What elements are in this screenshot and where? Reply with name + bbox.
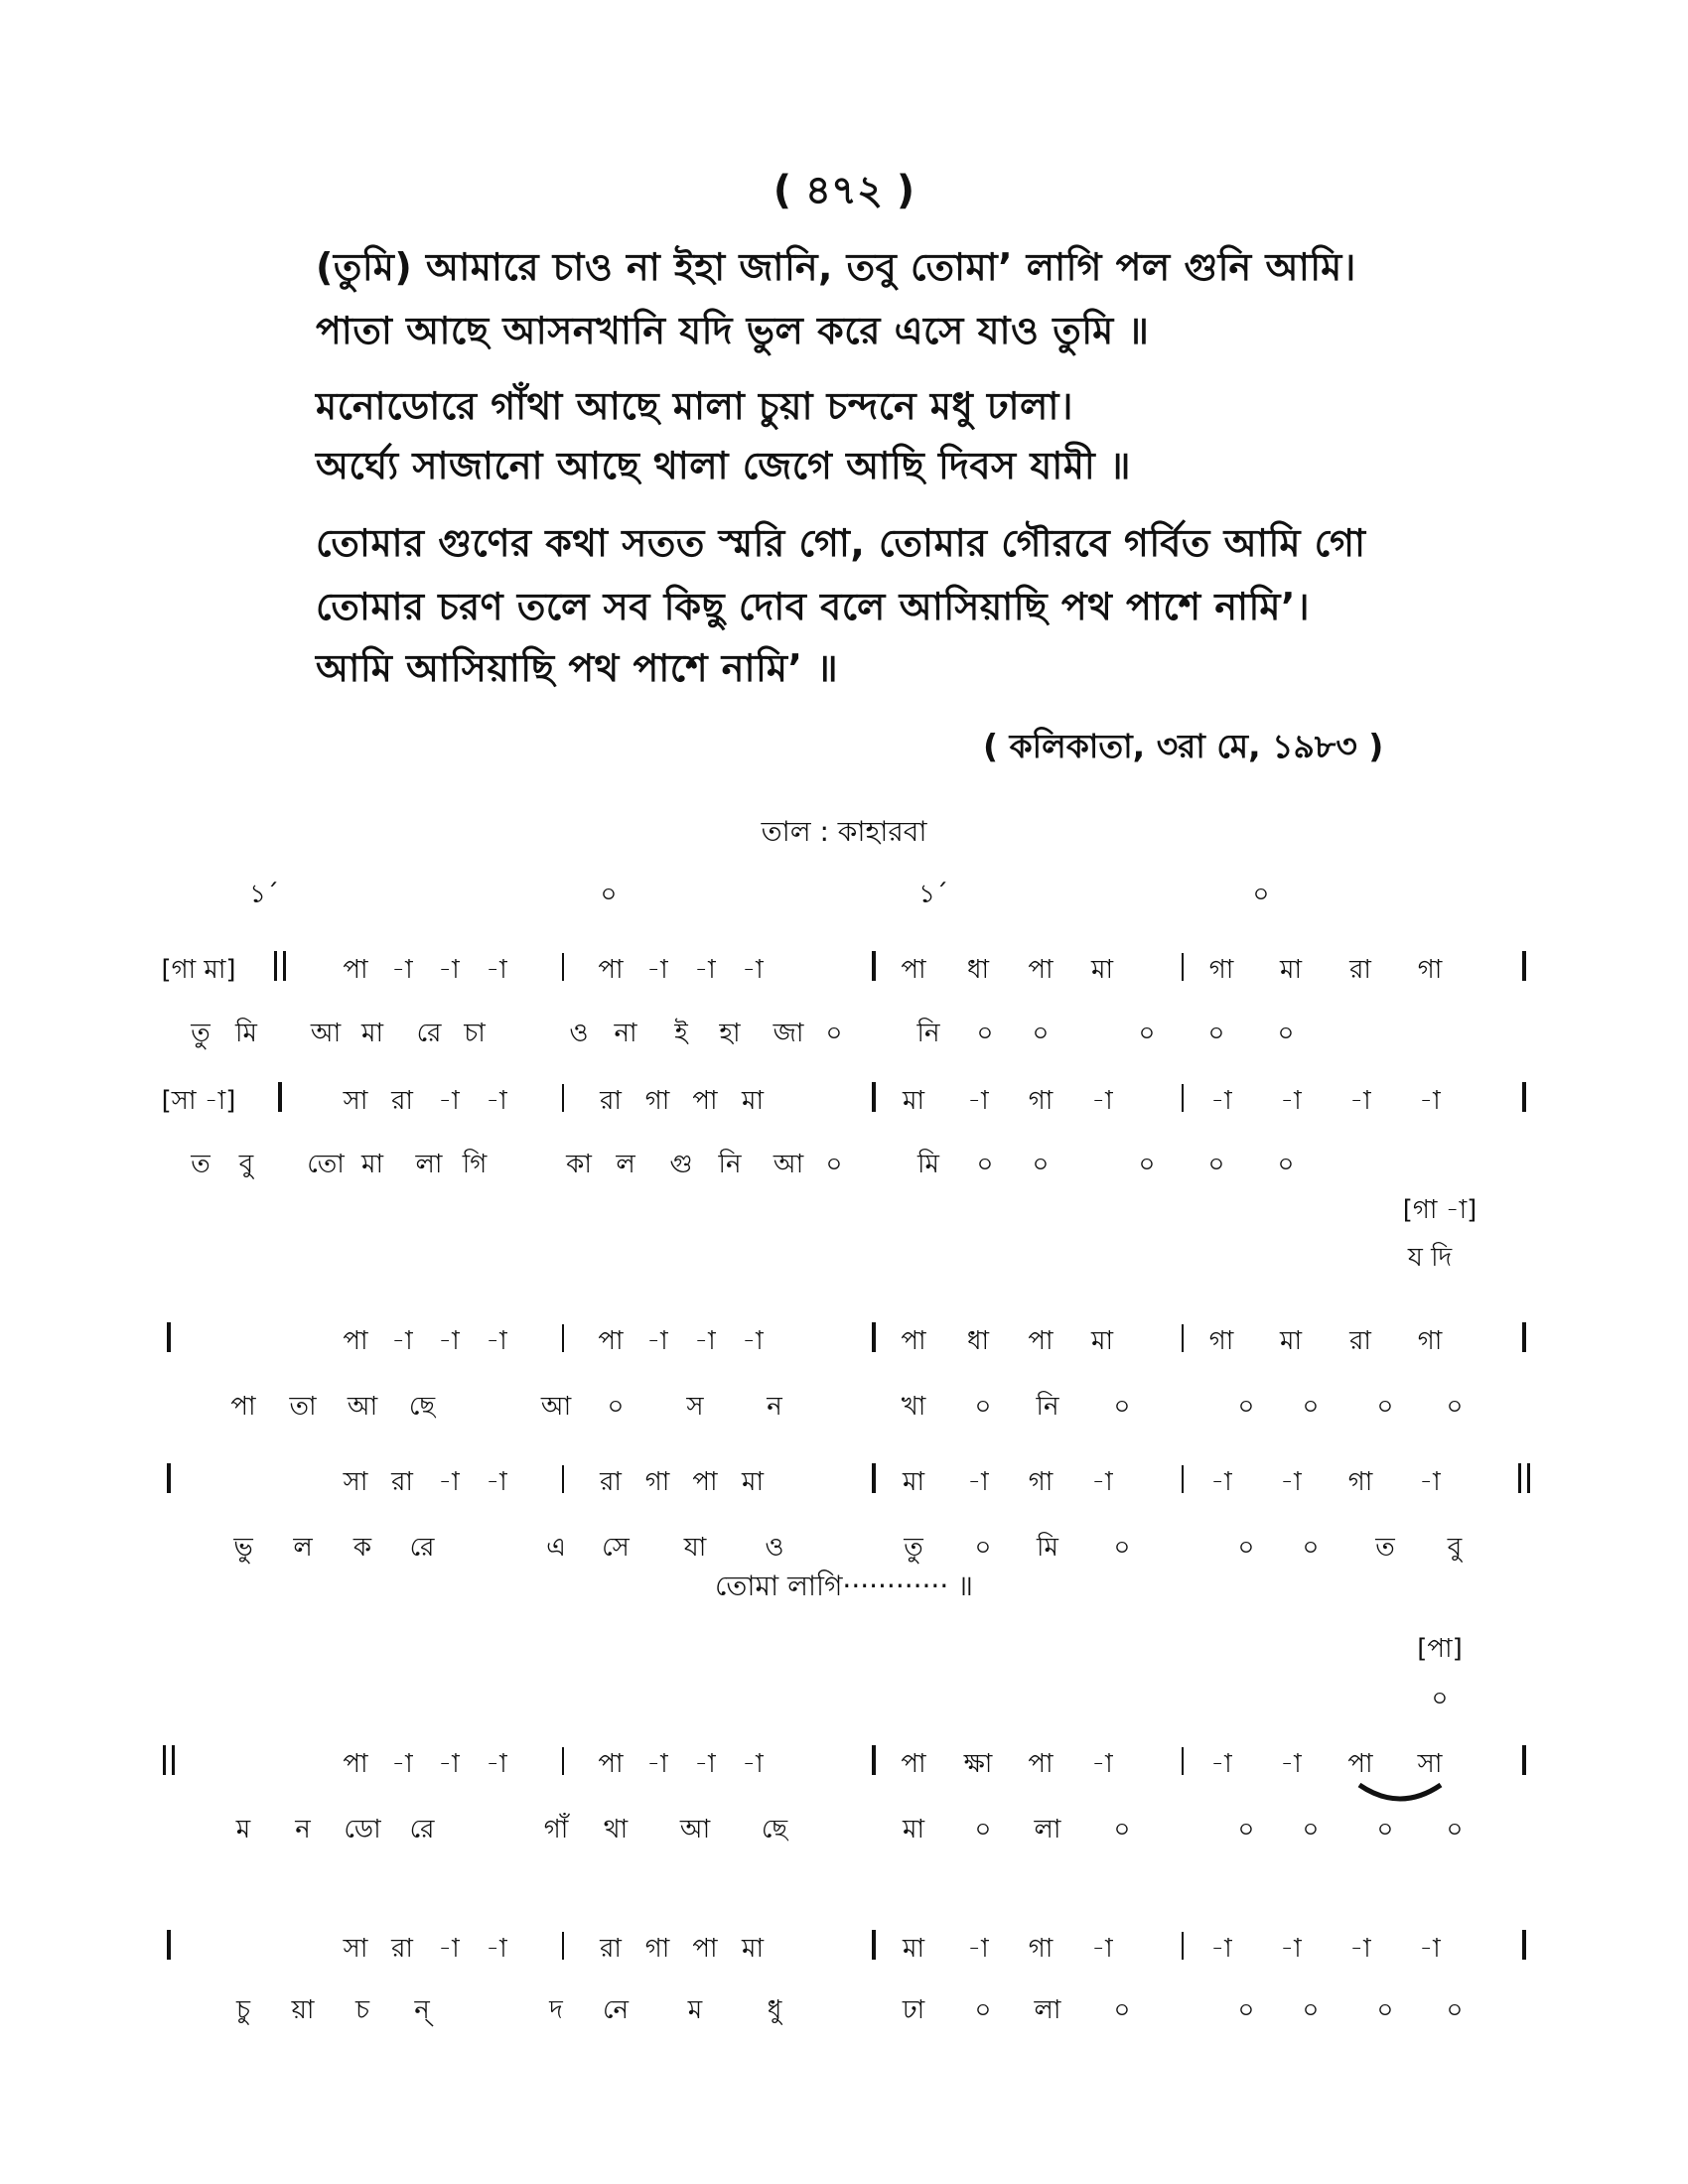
note-cell: -া [1280, 1934, 1302, 1964]
lyric-syllable: ০ [1032, 1150, 1050, 1179]
double-bar-marker [274, 951, 286, 981]
note-cell: গা [1417, 955, 1443, 985]
note-cell: রা [391, 1086, 413, 1116]
note-cell: -া [391, 1326, 413, 1356]
lyric-syllable: ০ [1113, 1392, 1131, 1422]
note-cell: গা [1028, 1467, 1054, 1497]
note-cell: পা [1028, 955, 1054, 985]
note-cell: পা [901, 1326, 926, 1356]
lyric-syllable: আ [347, 1392, 378, 1422]
beat-mark: ১´ [918, 880, 948, 909]
note-cell: পা [343, 1326, 368, 1356]
note-cell: ধা [966, 955, 990, 985]
note-cell: -া [694, 1326, 716, 1356]
lyric-syllable: ০ [974, 1995, 992, 2025]
lyric-syllable: সে [602, 1533, 630, 1563]
double-bar-marker [1518, 1463, 1530, 1493]
colophon: ( কলিকাতা, ৩রা মে, ১৯৮৩ ) [983, 727, 1384, 765]
note-cell: রা [600, 1934, 622, 1964]
bar-line [562, 1465, 564, 1493]
lyric-syllable: আ [773, 1150, 804, 1179]
lyric-syllable: না [614, 1019, 637, 1048]
note-cell: রা [391, 1934, 413, 1964]
lyric-line: অর্ঘ্যে সাজানো আছে থালা জেগে আছি দিবস যামী ॥ [316, 444, 1131, 487]
lyric-syllable: ০ [1113, 1995, 1131, 2025]
note-cell: -া [1091, 1934, 1113, 1964]
note-cell: রা [1349, 955, 1371, 985]
note-cell: গা [1417, 1326, 1443, 1356]
note-cell: পা [598, 1749, 624, 1779]
note-cell: -া [1091, 1749, 1113, 1779]
note-cell: সা [1417, 1749, 1443, 1779]
lyric-syllable: লা [1034, 1815, 1061, 1844]
note-cell: পা [1028, 1326, 1054, 1356]
lyric-syllable: তো [307, 1150, 345, 1179]
note-cell: পা [1347, 1749, 1373, 1779]
lyric-syllable: ল [293, 1533, 313, 1563]
bar-line [167, 1930, 171, 1960]
note-cell: -া [1419, 1086, 1441, 1116]
note-cell: পা [1028, 1749, 1054, 1779]
note-cell: গা [644, 1086, 670, 1116]
note-cell: -া [742, 1749, 764, 1779]
note-cell: সা [343, 1086, 368, 1116]
lyric-syllable: এ [546, 1533, 566, 1563]
lyric-syllable: ন্ [414, 1995, 430, 2025]
note-cell: -া [438, 1326, 460, 1356]
lyric-syllable: ০ [1277, 1019, 1295, 1048]
bar-line [562, 1084, 564, 1112]
bar-line [872, 1745, 876, 1775]
lyric-line: মনোডোরে গাঁথা আছে মালা চুয়া চন্দনে মধু ঢালা। [316, 384, 1073, 428]
lyric-syllable: ও [765, 1533, 784, 1563]
note-cell: -া [486, 1467, 507, 1497]
slur-mark [1355, 1779, 1445, 1809]
note-cell: মা [1091, 1326, 1113, 1356]
lyric-syllable: ০ [1446, 1392, 1464, 1422]
lyric-syllable: ধু [767, 1995, 782, 2025]
note-cell: পা [692, 1934, 718, 1964]
beat-mark: ০ [1252, 880, 1270, 909]
note-cell: -া [391, 955, 413, 985]
lyric-syllable: ০ [976, 1019, 994, 1048]
note-cell: -া [486, 955, 507, 985]
lyric-syllable: ম [235, 1815, 251, 1844]
lyric-syllable: ০ [1446, 1815, 1464, 1844]
notation-prefix: [গা মা] [161, 955, 236, 985]
lyric-syllable: ত [191, 1150, 211, 1179]
lyric-syllable: বু [238, 1150, 254, 1179]
note-cell: -া [694, 1749, 716, 1779]
lyric-syllable: যা [683, 1533, 707, 1563]
lyric-syllable: আ [679, 1815, 711, 1844]
beat-mark: ১´ [249, 880, 279, 909]
double-bar-marker [163, 1745, 175, 1775]
note-cell: -া [438, 1934, 460, 1964]
note-cell: -া [646, 955, 668, 985]
bar-line [562, 953, 564, 981]
lyric-syllable: দ [549, 1995, 563, 2025]
note-cell: -া [486, 1749, 507, 1779]
lyric-syllable: ০ [1237, 1392, 1255, 1422]
lyric-syllable: রে [409, 1815, 435, 1844]
lyric-syllable: ০ [1032, 1019, 1050, 1048]
lyric-syllable: ০ [1138, 1150, 1156, 1179]
note-cell: -া [1419, 1467, 1441, 1497]
note-cell: পা [901, 1749, 926, 1779]
beat-mark: ০ [600, 880, 618, 909]
note-cell: সা [343, 1467, 368, 1497]
above-note: [গা -া] [1402, 1195, 1477, 1225]
lyric-syllable: ন [295, 1815, 311, 1844]
bar-line [562, 1932, 564, 1960]
note-cell: -া [438, 1086, 460, 1116]
lyric-syllable: ত [1375, 1533, 1395, 1563]
lyric-syllable: মি [917, 1150, 939, 1179]
bar-line [872, 1082, 876, 1112]
bar-line [1182, 1084, 1184, 1112]
lyric-syllable: ০ [825, 1150, 843, 1179]
note-cell: -া [742, 1326, 764, 1356]
note-cell: গা [1208, 955, 1234, 985]
lyric-syllable: ০ [1376, 1815, 1394, 1844]
note-cell: গা [644, 1934, 670, 1964]
lyric-syllable: গি [462, 1150, 488, 1179]
note-cell: পা [598, 1326, 624, 1356]
lyric-syllable: ০ [1237, 1995, 1255, 2025]
note-cell: -া [438, 1467, 460, 1497]
note-cell: গা [1028, 1086, 1054, 1116]
bar-line [1522, 1082, 1526, 1112]
lyric-syllable: ০ [1113, 1815, 1131, 1844]
note-cell: মা [742, 1934, 764, 1964]
lyric-syllable: মি [1037, 1533, 1058, 1563]
note-cell: মা [903, 1467, 924, 1497]
bar-line [1182, 953, 1184, 981]
note-cell: মা [903, 1086, 924, 1116]
lyric-syllable: লা [415, 1150, 443, 1179]
lyric-syllable: ০ [1237, 1815, 1255, 1844]
note-cell: -া [694, 955, 716, 985]
note-cell: গা [1028, 1934, 1054, 1964]
note-cell: গা [644, 1467, 670, 1497]
lyric-syllable: মি [235, 1019, 257, 1048]
bar-line [872, 1322, 876, 1352]
note-cell: -া [1280, 1749, 1302, 1779]
lyric-syllable: ০ [976, 1150, 994, 1179]
lyric-syllable: ন [767, 1392, 782, 1422]
lyric-syllable: ০ [1302, 1392, 1320, 1422]
lyric-syllable: কা [566, 1150, 592, 1179]
note-cell: -া [486, 1326, 507, 1356]
lyric-syllable: গু [669, 1150, 693, 1179]
bar-line [167, 1463, 171, 1493]
lyric-syllable: ০ [1376, 1995, 1394, 2025]
lyric-syllable: ০ [1446, 1995, 1464, 2025]
lyric-syllable: লা [1034, 1995, 1061, 2025]
bar-line [872, 951, 876, 981]
lyric-line: তোমার চরণ তলে সব কিছু দোব বলে আসিয়াছি পথ পাশে নামি’। [316, 585, 1311, 628]
note-cell: -া [438, 1749, 460, 1779]
page-number: ( ৪৭২ ) [773, 168, 915, 213]
lyric-syllable: বু [1447, 1533, 1463, 1563]
bar-line [1522, 1745, 1526, 1775]
lyric-syllable: ই [674, 1019, 688, 1048]
lyric-syllable: ০ [1302, 1815, 1320, 1844]
lyric-syllable: জা [773, 1019, 804, 1048]
lyric-syllable: ভু [233, 1533, 253, 1563]
note-cell: গা [1347, 1467, 1373, 1497]
note-cell: ধা [966, 1326, 990, 1356]
note-cell: সা [343, 1934, 368, 1964]
lyric-syllable: রে [416, 1019, 442, 1048]
note-cell: পা [901, 955, 926, 985]
bar-line [1182, 1932, 1184, 1960]
note-cell: ক্ষা [963, 1749, 993, 1779]
note-cell: -া [1210, 1934, 1232, 1964]
lyric-syllable: ০ [1302, 1533, 1320, 1563]
note-cell: মা [1091, 955, 1113, 985]
lyric-syllable: নে [602, 1995, 630, 2025]
lyric-syllable: গাঁ [543, 1815, 569, 1844]
note-cell: -া [391, 1749, 413, 1779]
lyric-syllable: য়া [291, 1995, 315, 2025]
lyric-syllable: ০ [1302, 1995, 1320, 2025]
bar-line [872, 1463, 876, 1493]
lyric-syllable: ০ [825, 1019, 843, 1048]
lyric-syllable: তু [904, 1533, 923, 1563]
lyric-syllable: ০ [607, 1392, 625, 1422]
note-cell: -া [1349, 1086, 1371, 1116]
note-cell: -া [1419, 1934, 1441, 1964]
note-cell: পা [343, 955, 368, 985]
note-cell: -া [967, 1467, 989, 1497]
note-cell: রা [600, 1467, 622, 1497]
bar-line [1182, 1324, 1184, 1352]
lyric-syllable: ঢা [902, 1995, 925, 2025]
note-cell: -া [742, 955, 764, 985]
lyric-syllable: তু [191, 1019, 211, 1048]
note-cell: পা [598, 955, 624, 985]
note-cell: রা [600, 1086, 622, 1116]
lyric-syllable: ম [687, 1995, 703, 2025]
lyric-syllable: ০ [1113, 1533, 1131, 1563]
lyric-syllable: ক [352, 1533, 372, 1563]
note-cell: -া [646, 1326, 668, 1356]
lyric-syllable: স [686, 1392, 704, 1422]
note-cell: -া [1210, 1086, 1232, 1116]
notation-prefix: [সা -া] [161, 1086, 236, 1116]
lyric-line: পাতা আছে আসনখানি যদি ভুল করে এসে যাও তুমি ॥ [316, 309, 1150, 352]
note-cell: -া [967, 1086, 989, 1116]
lyric-syllable: নি [1036, 1392, 1059, 1422]
note-cell: -া [1091, 1467, 1113, 1497]
note-cell: মা [1280, 1326, 1302, 1356]
lyric-syllable: আ [540, 1392, 572, 1422]
bar-line [872, 1930, 876, 1960]
lyric-syllable: ০ [1207, 1150, 1225, 1179]
lyric-syllable: রে [409, 1533, 435, 1563]
note-cell: -া [438, 955, 460, 985]
lyric-syllable: আ [310, 1019, 342, 1048]
bar-line [562, 1747, 564, 1775]
lyric-syllable: পা [230, 1392, 256, 1422]
lyric-syllable: চা [464, 1019, 486, 1048]
above-lyric: য দি [1407, 1243, 1453, 1273]
lyric-syllable: চু [235, 1995, 251, 2025]
note-cell: মা [742, 1467, 764, 1497]
bar-line [562, 1324, 564, 1352]
lyric-syllable: ০ [974, 1815, 992, 1844]
lyric-syllable: মা [361, 1019, 383, 1048]
lyric-syllable: ল [616, 1150, 635, 1179]
lyric-syllable: ০ [1207, 1019, 1225, 1048]
note-cell: -া [1091, 1086, 1113, 1116]
lyric-syllable: ডো [344, 1815, 381, 1844]
lyric-syllable: মা [903, 1815, 924, 1844]
lyric-line: (তুমি) আমারে চাও না ইহা জানি, তবু তোমা’ লাগি পল গুনি আমি। [316, 245, 1356, 289]
note-cell: -া [486, 1934, 507, 1964]
above-mark: ০ [1431, 1684, 1449, 1713]
lyric-syllable: ছে [408, 1392, 436, 1422]
lyric-line: তোমার গুণের কথা সতত স্মরি গো, তোমার গৌরবে গর্বিত আমি গো [316, 521, 1366, 565]
lyric-syllable: ছে [761, 1815, 788, 1844]
note-cell: রা [1349, 1326, 1371, 1356]
lyric-syllable: তা [289, 1392, 317, 1422]
lyric-line: আমি আসিয়াছি পথ পাশে নামি’ ॥ [316, 646, 839, 690]
lyric-syllable: খা [901, 1392, 926, 1422]
taal-label: তাল : কাহারবা [761, 815, 927, 848]
bar-line [278, 1082, 282, 1112]
lyric-syllable: ০ [1376, 1392, 1394, 1422]
lyric-syllable: ০ [974, 1533, 992, 1563]
note-cell: -া [1280, 1467, 1302, 1497]
bar-line [1522, 951, 1526, 981]
lyric-syllable: ও [569, 1019, 589, 1048]
note-cell: -া [1210, 1749, 1232, 1779]
continuation-text: তোমা লাগি············ ॥ [715, 1570, 973, 1602]
lyric-syllable: ০ [1138, 1019, 1156, 1048]
note-cell: -া [1349, 1934, 1371, 1964]
note-cell: -া [486, 1086, 507, 1116]
bar-line [1522, 1322, 1526, 1352]
note-cell: -া [967, 1934, 989, 1964]
lyric-syllable: ০ [1237, 1533, 1255, 1563]
note-cell: গা [1208, 1326, 1234, 1356]
above-note: [পা] [1417, 1634, 1463, 1664]
note-cell: পা [343, 1749, 368, 1779]
lyric-syllable: হা [719, 1019, 741, 1048]
bar-line [1182, 1465, 1184, 1493]
lyric-syllable: ০ [974, 1392, 992, 1422]
note-cell: পা [692, 1467, 718, 1497]
note-cell: -া [646, 1749, 668, 1779]
lyric-syllable: ০ [1277, 1150, 1295, 1179]
note-cell: -া [1210, 1467, 1232, 1497]
lyric-syllable: নি [718, 1150, 742, 1179]
note-cell: রা [391, 1467, 413, 1497]
bar-line [1182, 1747, 1184, 1775]
lyric-syllable: থা [603, 1815, 629, 1844]
bar-line [1522, 1930, 1526, 1960]
note-cell: মা [1280, 955, 1302, 985]
note-cell: মা [903, 1934, 924, 1964]
note-cell: পা [692, 1086, 718, 1116]
bar-line [167, 1322, 171, 1352]
note-cell: মা [742, 1086, 764, 1116]
lyric-syllable: নি [916, 1019, 940, 1048]
lyric-syllable: চ [354, 1995, 370, 2025]
lyric-syllable: মা [361, 1150, 383, 1179]
note-cell: -া [1280, 1086, 1302, 1116]
